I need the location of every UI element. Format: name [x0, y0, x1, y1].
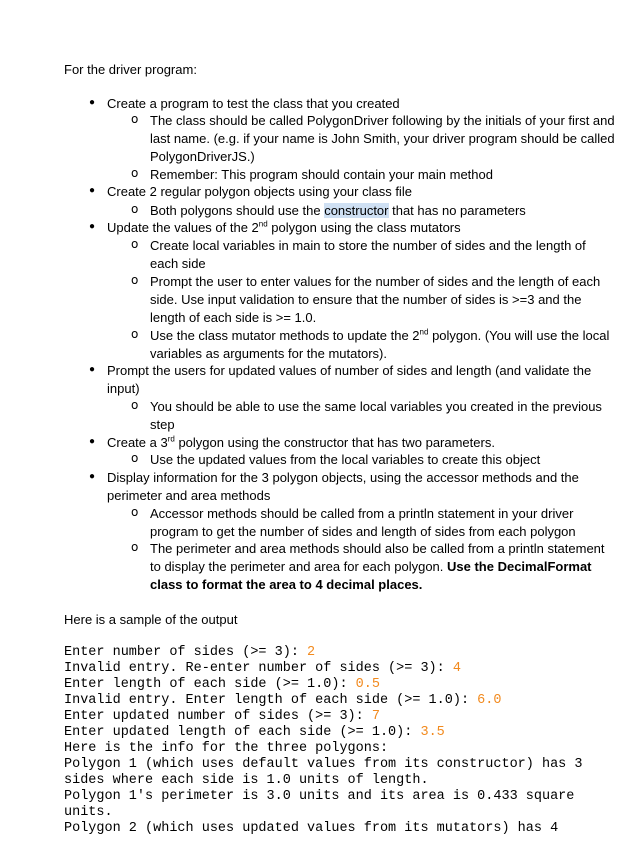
sub-bullet-line: last name. (e.g. if your name is John Smith, your driver program should be called	[150, 131, 615, 146]
bullet-text: Display information for the 3 polygon objects, using the accessor methods and the	[107, 470, 579, 485]
console-line: Enter updated length of each side (>= 1.0): 3.5	[64, 725, 445, 740]
bullet-text: Create 2 regular polygon objects using your class file	[107, 184, 412, 199]
sub-bullet-line: each side	[150, 256, 206, 271]
user-input: 0.5	[355, 677, 380, 692]
sub-bullet-icon: o	[131, 166, 139, 180]
sub-bullet-line: Accessor methods should be called from a println statement in your driver	[150, 506, 574, 521]
user-input: 4	[452, 661, 461, 676]
sub-bullet-icon: o	[131, 112, 139, 126]
sub-bullet-icon: o	[131, 202, 139, 216]
highlighted-word: constructor	[324, 203, 389, 218]
bullet-icon: ●	[89, 221, 96, 232]
console-line: sides where each side is 1.0 units of length.	[64, 773, 429, 788]
sub-bullet-line: program to get the number of sides and length of sides from each polygon	[150, 524, 576, 539]
bullet-icon: ●	[89, 185, 96, 196]
console-line: Enter updated number of sides (>= 3): 7	[64, 709, 380, 724]
bullet-text: Update the values of the 2nd polygon using the class mutators	[107, 219, 461, 235]
console-line: Here is the info for the three polygons:	[64, 741, 389, 756]
sub-bullet-line: Both polygons should use the constructor that has no parameters	[150, 203, 526, 218]
sub-bullet-icon: o	[131, 451, 139, 465]
sub-bullet-line: class to format the area to 4 decimal places.	[150, 577, 423, 592]
sub-bullet-line: to display the perimeter and area for each polygon. Use the DecimalFormat	[150, 559, 592, 574]
console-line: Invalid entry. Enter length of each side (>= 1.0): 6.0	[64, 693, 502, 708]
console-line: Enter number of sides (>= 3): 2	[64, 645, 316, 660]
sub-bullet-icon: o	[131, 398, 139, 412]
console-line: Enter length of each side (>= 1.0): 0.5	[64, 677, 380, 692]
bullet-icon: ●	[89, 364, 96, 375]
user-input: 3.5	[420, 725, 445, 740]
console-line: Invalid entry. Re-enter number of sides (>= 3): 4	[64, 661, 461, 676]
sub-bullet-line: The perimeter and area methods should also be called from a println statement	[150, 541, 605, 556]
user-input: 6.0	[477, 693, 502, 708]
user-input: 2	[307, 645, 316, 660]
bullet-text: input)	[107, 381, 140, 396]
sample-label: Here is a sample of the output	[64, 612, 238, 627]
bullet-icon: ●	[89, 97, 96, 108]
bullet-icon: ●	[89, 436, 96, 447]
console-line: Polygon 2 (which uses updated values from its mutators) has 4	[64, 821, 559, 836]
bullet-text: Create a program to test the class that you created	[107, 96, 400, 111]
console-line: Polygon 1's perimeter is 3.0 units and its area is 0.433 square	[64, 789, 575, 804]
bullet-text: Create a 3rd polygon using the constructor that has two parameters.	[107, 434, 495, 450]
sub-bullet-line: variables as arguments for the mutators).	[150, 346, 387, 361]
sub-bullet-line: PolygonDriverJS.)	[150, 149, 255, 164]
sub-bullet-line: The class should be called PolygonDriver following by the initials of your first and	[150, 113, 615, 128]
bullet-icon: ●	[89, 471, 96, 482]
sub-bullet-line: Use the class mutator methods to update the 2nd polygon. (You will use the local	[150, 327, 610, 343]
console-line: units.	[64, 805, 113, 820]
sub-bullet-line: side. Use input validation to ensure that the number of sides is >=3 and the	[150, 292, 582, 307]
sub-bullet-line: Create local variables in main to store the number of sides and the length of	[150, 238, 586, 253]
sub-bullet-icon: o	[131, 327, 139, 341]
sub-bullet-icon: o	[131, 505, 139, 519]
console-line: Polygon 1 (which uses default values from its constructor) has 3	[64, 757, 583, 772]
sub-bullet-line: Use the updated values from the local variables to create this object	[150, 452, 541, 467]
sub-bullet-icon: o	[131, 273, 139, 287]
user-input: 7	[371, 709, 380, 724]
sub-bullet-line: step	[150, 417, 175, 432]
sub-bullet-icon: o	[131, 237, 139, 251]
sub-bullet-icon: o	[131, 540, 139, 554]
sub-bullet-line: length of each side is >= 1.0.	[150, 310, 317, 325]
intro-text: For the driver program:	[64, 62, 197, 77]
sub-bullet-line: Remember: This program should contain your main method	[150, 167, 493, 182]
sub-bullet-line: Prompt the user to enter values for the number of sides and the length of each	[150, 274, 601, 289]
sub-bullet-line: You should be able to use the same local variables you created in the previous	[150, 399, 602, 414]
bullet-text: Prompt the users for updated values of number of sides and length (and validate the	[107, 363, 592, 378]
bullet-text: perimeter and area methods	[107, 488, 271, 503]
